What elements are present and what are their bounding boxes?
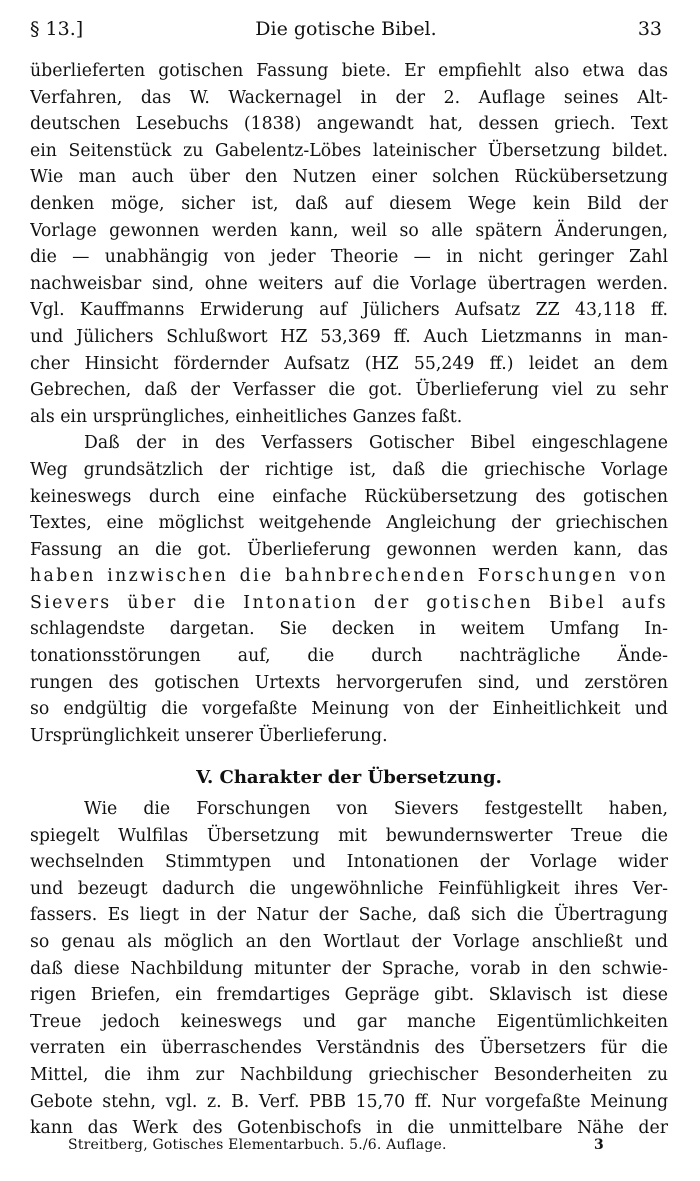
text-line: daß diese Nachbildung mitunter der Sprache, vorab in den schwie- bbox=[30, 958, 668, 979]
paragraph-2 bbox=[30, 430, 668, 749]
section-heading: V. Charakter der Übersetzung. bbox=[196, 767, 502, 789]
text-line: schlagendste dargetan. Sie decken in weitem Umfang In- bbox=[30, 619, 668, 640]
text-line: und bezeugt dadurch die ungewöhnliche Feinfühligkeit ihres Ver- bbox=[30, 878, 668, 899]
page-number: 33 bbox=[637, 18, 662, 40]
paragraph-3 bbox=[30, 796, 668, 1142]
text-line: Sievers über die Intonation der gotischen Bibel aufs bbox=[30, 592, 668, 613]
text-line: so endgültig die vorgefaßte Meinung von der Einheitlichkeit und bbox=[30, 699, 668, 720]
text-line: Wie die Forschungen von Sievers festgestellt haben, bbox=[84, 799, 668, 820]
text-line: Mittel, die ihm zur Nachbildung griechischer Besonderheiten zu bbox=[30, 1064, 668, 1085]
footer-book-reference: Streitberg, Gotisches Elementarbuch. 5./6. Auflage. bbox=[68, 1137, 447, 1153]
text-line: denken möge, sicher ist, daß auf diesem Wege kein Bild der bbox=[30, 193, 668, 214]
text-line: nachweisbar sind, ohne weiters auf die Vorlage übertragen werden. bbox=[30, 273, 668, 294]
running-title: Die gotische Bibel. bbox=[255, 18, 437, 40]
section-reference: § 13.] bbox=[30, 18, 84, 40]
text-line: Gebrechen, daß der Verfasser die got. Überlieferung viel zu sehr bbox=[30, 380, 668, 401]
text-line: Gebote stehn, vgl. z. B. Verf. PBB 15,70 ff. Nur vorgefaßte Meinung bbox=[30, 1091, 668, 1112]
text-line: als ein ursprüngliches, einheitliches Ganzes faßt. bbox=[30, 406, 463, 427]
text-line: rigen Briefen, ein fremdartiges Gepräge gibt. Sklavisch ist diese bbox=[30, 985, 668, 1006]
text-line: Wie man auch über den Nutzen einer solchen Rückübersetzung bbox=[30, 167, 668, 188]
text-line: tonationsstörungen auf, die durch nachträgliche Ände- bbox=[30, 646, 668, 667]
text-line: rungen des gotischen Urtexts hervorgerufen sind, und zerstören bbox=[30, 672, 668, 693]
page-body bbox=[30, 58, 668, 1142]
text-line: cher Hinsicht fördernder Aufsatz (HZ 55,249 ff.) leidet an dem bbox=[30, 353, 668, 374]
text-line: Vorlage gewonnen werden kann, weil so alle spätern Änderungen, bbox=[30, 220, 668, 241]
paragraph-1 bbox=[30, 58, 668, 430]
text-line: Fassung an die got. Überlieferung gewonnen werden kann, das bbox=[30, 539, 668, 560]
text-line: Treue jedoch keineswegs und gar manche Eigentümlichkeiten bbox=[30, 1011, 668, 1032]
text-line: so genau als möglich an den Wortlaut der Vorlage anschließt und bbox=[30, 932, 668, 952]
text-line: und Jülichers Schlußwort HZ 53,369 ff. Auch Lietzmanns in man- bbox=[30, 326, 668, 347]
text-line: deutschen Lesebuchs (1838) angewandt hat, dessen griech. Text bbox=[30, 114, 668, 135]
text-line: überlieferten gotischen Fassung biete. Er empfiehlt also etwa das bbox=[30, 61, 668, 81]
text-line: Daß der in des Verfassers Gotischer Bibel eingeschlagene bbox=[84, 433, 668, 454]
text-line: ein Seitenstück zu Gabelentz-Löbes lateinischer Übersetzung bildet. bbox=[30, 140, 668, 161]
text-line: Vgl. Kauffmanns Erwiderung auf Jülichers Aufsatz ZZ 43,118 ff. bbox=[30, 300, 668, 321]
text-line: verraten ein überraschendes Verständnis des Übersetzers für die bbox=[30, 1038, 668, 1059]
printer-signature: 3 bbox=[594, 1137, 604, 1153]
running-header bbox=[30, 14, 662, 44]
text-line: Ursprünglichkeit unserer Überlieferung. bbox=[30, 725, 388, 746]
text-line: kann das Werk des Gotenbischofs in die unmittelbare Nähe der bbox=[30, 1118, 668, 1139]
text-line: Weg grundsätzlich der richtige ist, daß die griechische Vorlage bbox=[30, 459, 668, 480]
text-line: wechselnden Stimmtypen und Intonationen der Vorlage wider bbox=[30, 852, 668, 873]
text-line: keineswegs durch eine einfache Rückübersetzung des gotischen bbox=[30, 486, 668, 507]
page-footer bbox=[68, 1134, 604, 1156]
text-line: fassers. Es liegt in der Natur der Sache, daß sich die Übertragung bbox=[30, 905, 668, 926]
text-line: haben inzwischen die bahnbrechenden Forschungen von bbox=[30, 566, 668, 587]
text-line: Textes, eine möglichst weitgehende Angleichung der griechischen bbox=[30, 513, 668, 534]
text-line: die — unabhängig von jeder Theorie — in nicht geringer Zahl bbox=[30, 247, 668, 268]
text-line: spiegelt Wulfilas Übersetzung mit bewundernswerter Treue die bbox=[30, 825, 668, 846]
text-line: Verfahren, das W. Wackernagel in der 2. Auflage seines Alt- bbox=[30, 87, 668, 108]
